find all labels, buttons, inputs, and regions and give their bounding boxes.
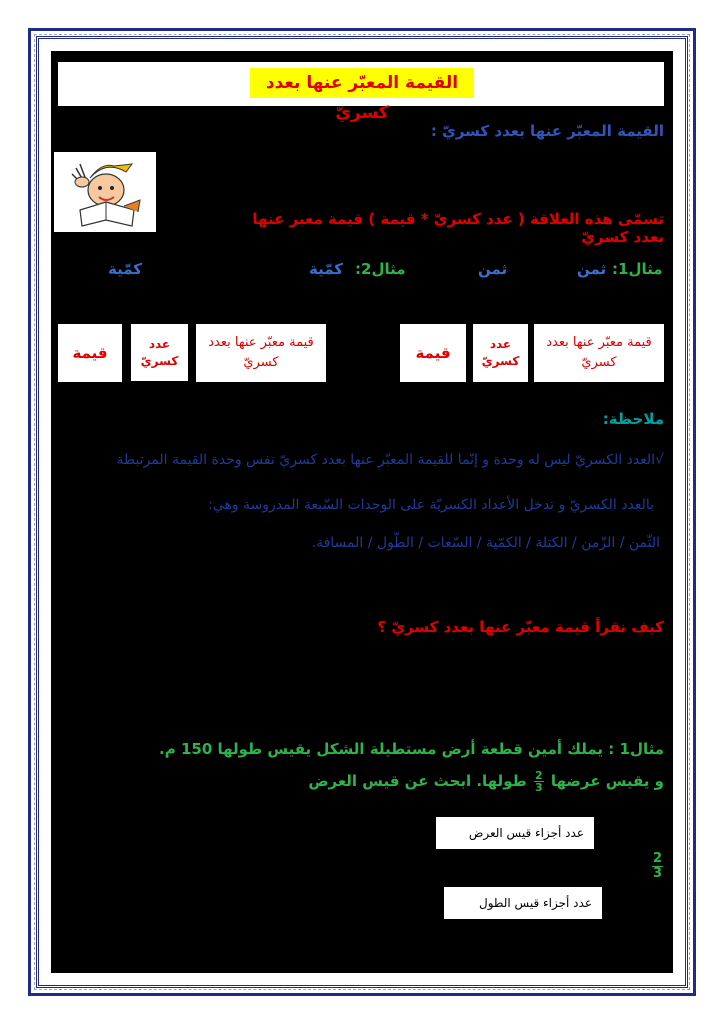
problem-fraction-numerator: 2: [534, 769, 543, 782]
note-line-1: √العدد الكسريّ ليس له وحدة و إنّما للقيمة المعبّر عنها بعدد كسريّ نفس وحدة القيمة المرتبطة: [116, 452, 664, 468]
example1-result: ثمن: [478, 260, 508, 278]
note-line-2: بالعدد الكسريّ و تدخل الأعداد الكسريّة على الوحدات السّبعة المدروسة وهي:: [208, 497, 654, 513]
valued-quantity-box-left: قيمة معبّر عنها بعدد كسريّ: [196, 324, 326, 382]
example2-word: كمّية: [309, 260, 343, 278]
question-heading: كيف نقرأ قيمة معبّر عنها بعدد كسريّ ؟: [377, 618, 664, 636]
valued-quantity-box-right: قيمة معبّر عنها بعدد كسريّ: [534, 324, 664, 382]
fraction-box-left: عدد كسريّ: [131, 324, 188, 381]
problem-fraction-denominator: 3: [534, 781, 543, 794]
quantity-box-left: قيمة: [58, 324, 122, 382]
note-line-3: الثّمن / الزّمن / الكتلة / الكمّية / السّعات / الطّول / المسافة.: [311, 535, 660, 551]
relation-sentence: تسمّى هذه العلاقة ( عدد كسريّ * قيمة ) قيمة معبر عنها بعدد كسريّ: [252, 210, 664, 246]
problem-line-1: مثال1 : يملك أمين قطعة أرض مستطيلة الشكل يقيس طولها 150 م.: [159, 740, 664, 758]
fraction-box-right: عدد كسريّ: [473, 324, 528, 382]
side-fraction-numerator: 2: [653, 851, 663, 866]
side-fraction: [650, 852, 665, 881]
quantity-box-right: قيمة: [400, 324, 466, 382]
page-title: القيمة المعبّر عنها بعدد كسريّ: [250, 68, 474, 98]
problem-fraction: [534, 770, 544, 793]
note-heading: ملاحظة:: [602, 410, 664, 428]
example1-word: ثمن: [577, 260, 607, 278]
problem-line-2-end: طولها. ابحث عن قيس العرض: [308, 772, 527, 790]
example2-label: مثال2:: [355, 260, 406, 278]
side-fraction-denominator: 3: [653, 866, 663, 881]
problem-line-2: [250, 770, 664, 793]
section-heading: القيمة المعبّر عنها بعدد كسريّ :: [430, 122, 664, 140]
cartoon-picture: [54, 152, 156, 232]
length-parts-label: عدد أجزاء قيس الطول: [444, 887, 602, 919]
problem-line-2-start: و يقيس عرضها: [550, 772, 664, 790]
width-parts-label: عدد أجزاء قيس العرض: [436, 817, 594, 849]
example2-result: كمّية: [108, 260, 142, 278]
child-reading-icon: [54, 152, 156, 232]
example1-label: مثال1:: [612, 260, 663, 278]
